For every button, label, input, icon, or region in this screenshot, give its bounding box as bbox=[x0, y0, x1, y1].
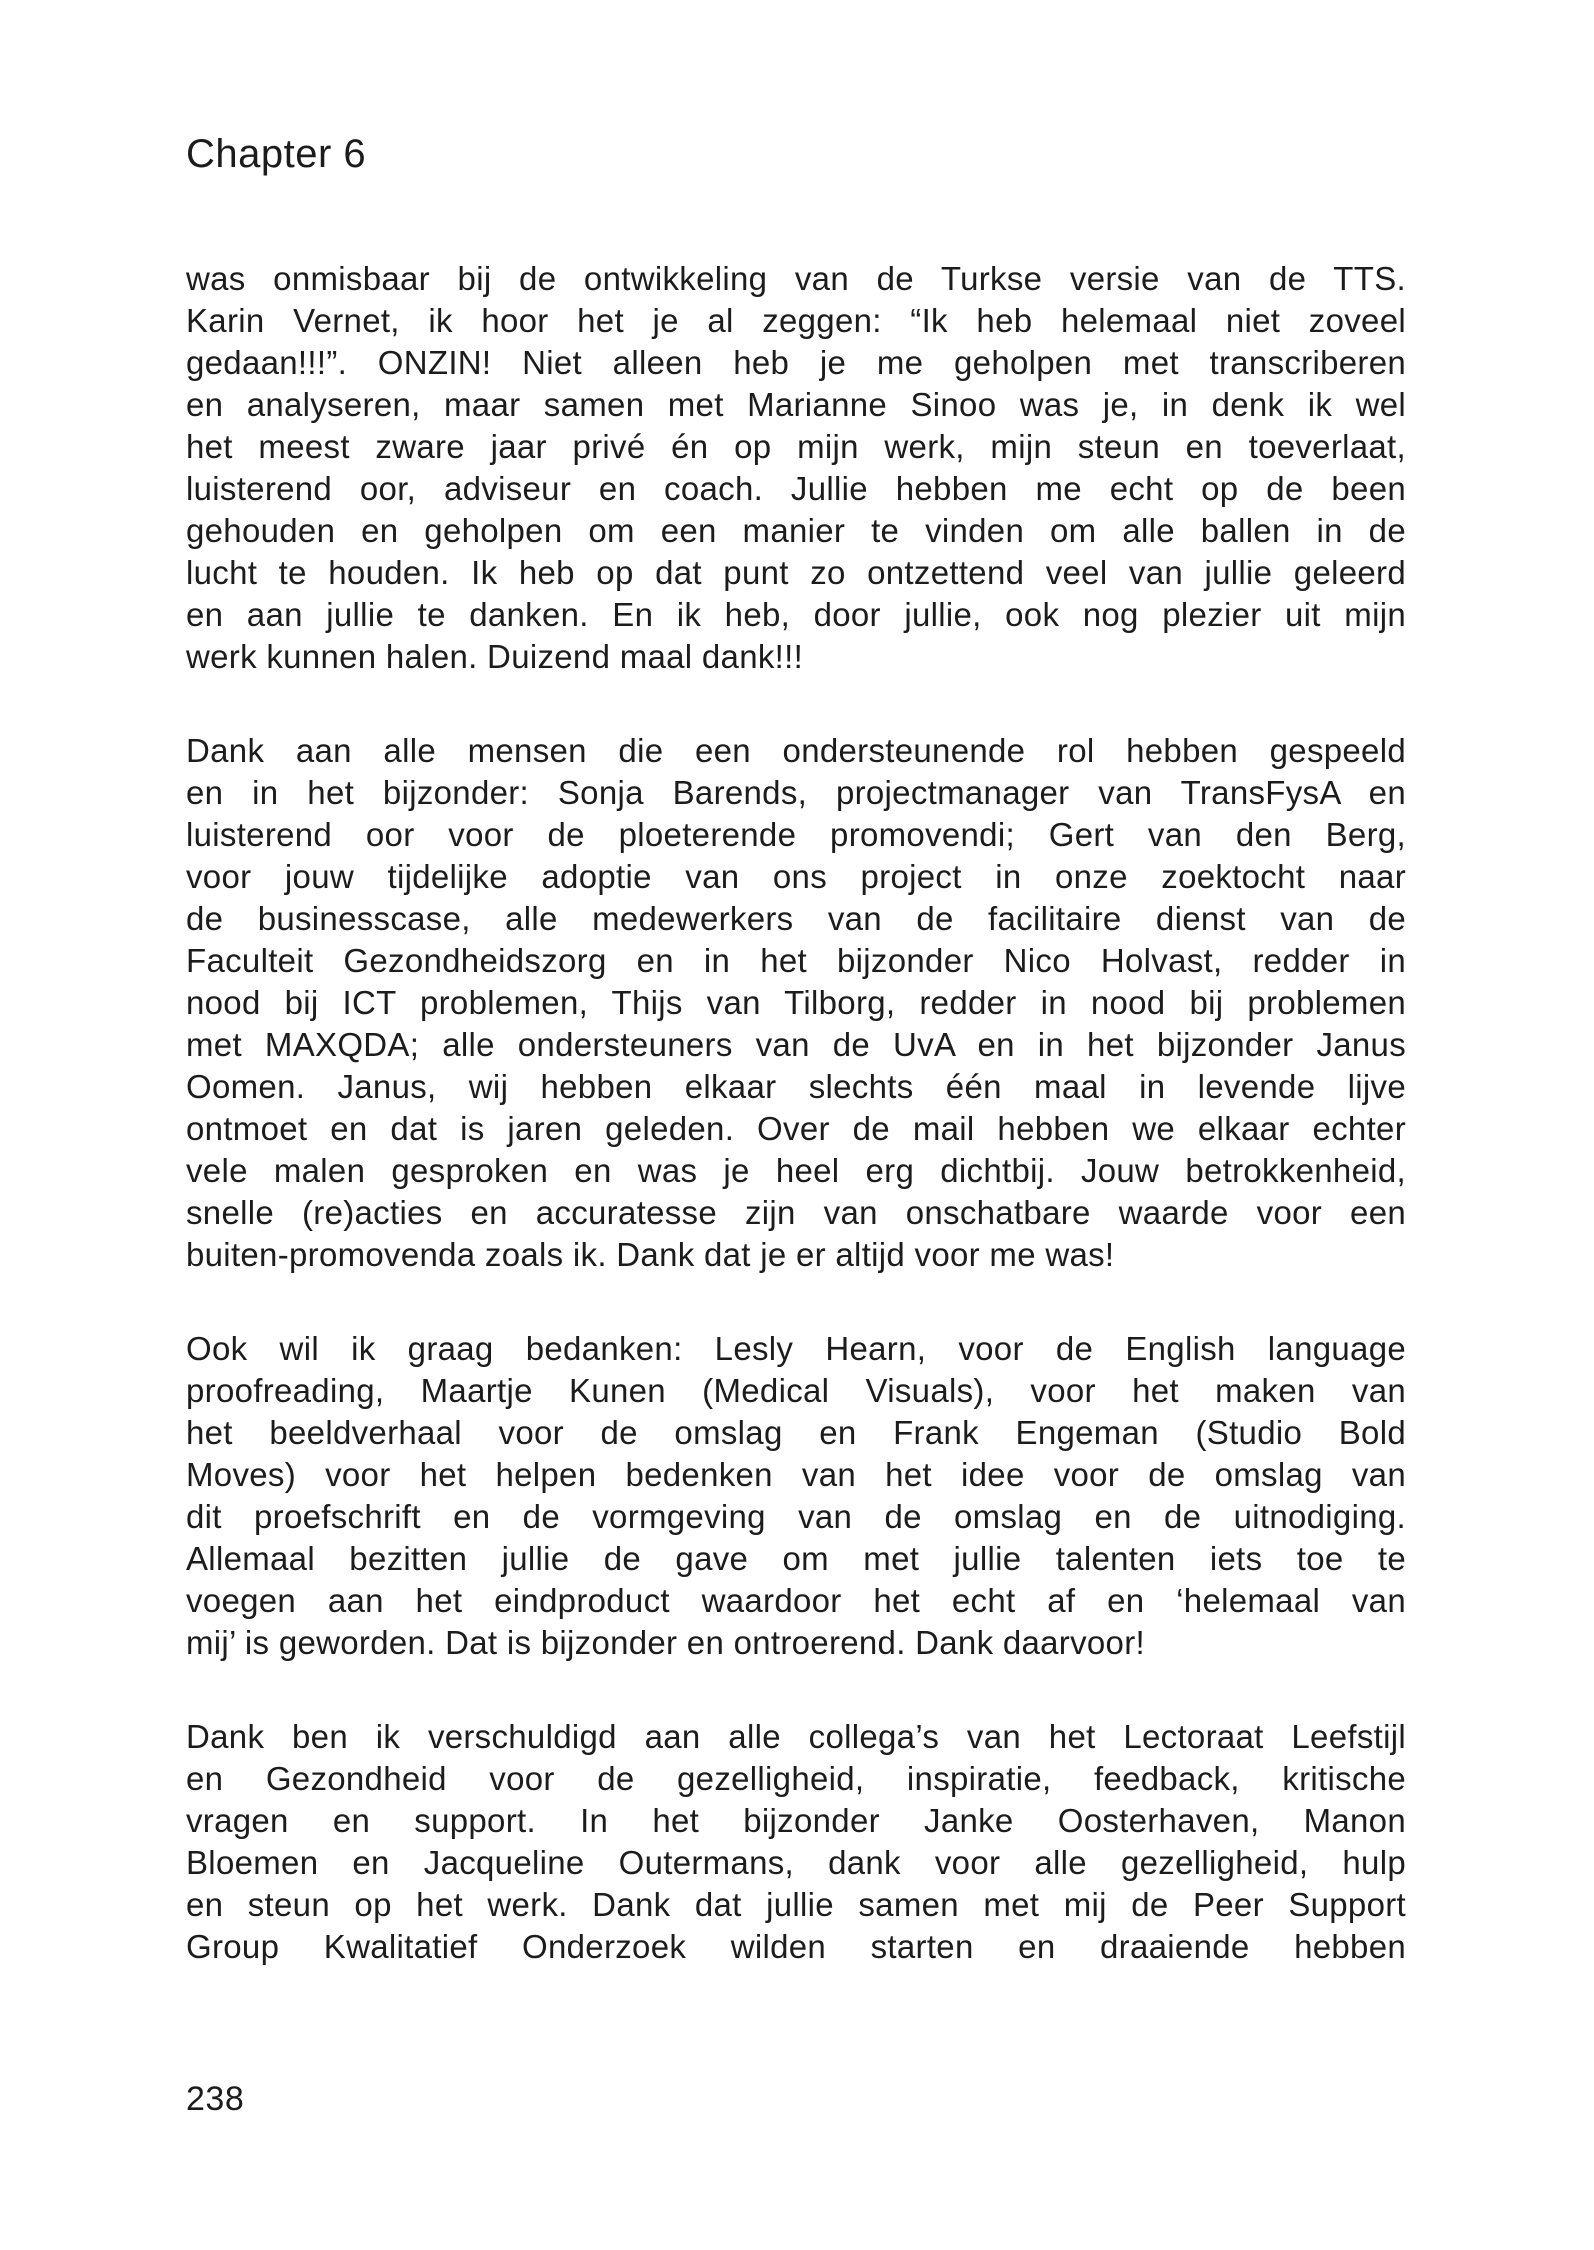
text-line: luisterend oor, adviseur en coach. Jullie hebben me echt op de been bbox=[186, 470, 1406, 507]
paragraph bbox=[186, 1716, 1406, 1968]
text-line: Faculteit Gezondheidszorg en in het bijzonder Nico Holvast, redder in bbox=[186, 942, 1406, 979]
paragraph bbox=[186, 730, 1406, 1276]
text-line: Allemaal bezitten jullie de gave om met jullie talenten iets toe te bbox=[186, 1540, 1406, 1577]
text-line: Oomen. Janus, wij hebben elkaar slechts één maal in levende lijve bbox=[186, 1068, 1406, 1105]
text-line: dit proefschrift en de vormgeving van de omslag en de uitnodiging. bbox=[186, 1498, 1406, 1535]
text-line: voor jouw tijdelijke adoptie van ons project in onze zoektocht naar bbox=[186, 858, 1406, 895]
text-line: en Gezondheid voor de gezelligheid, inspiratie, feedback, kritische bbox=[186, 1760, 1406, 1797]
text-line: het meest zware jaar privé én op mijn werk, mijn steun en toeverlaat, bbox=[186, 428, 1406, 465]
text-line: ontmoet en dat is jaren geleden. Over de mail hebben we elkaar echter bbox=[186, 1110, 1406, 1147]
paragraph bbox=[186, 258, 1406, 678]
text-line: Bloemen en Jacqueline Outermans, dank voor alle gezelligheid, hulp bbox=[186, 1844, 1406, 1881]
text-line: gedaan!!!”. ONZIN! Niet alleen heb je me geholpen met transcriberen bbox=[186, 344, 1406, 381]
text-line: Ook wil ik graag bedanken: Lesly Hearn, voor de English language bbox=[186, 1330, 1406, 1367]
text-line: en analyseren, maar samen met Marianne Sinoo was je, in denk ik wel bbox=[186, 386, 1406, 423]
text-line: lucht te houden. Ik heb op dat punt zo ontzettend veel van jullie geleerd bbox=[186, 554, 1406, 591]
text-line: Dank aan alle mensen die een ondersteunende rol hebben gespeeld bbox=[186, 732, 1406, 769]
text-line: Dank ben ik verschuldigd aan alle collega’s van het Lectoraat Leefstijl bbox=[186, 1718, 1406, 1755]
paragraph bbox=[186, 1328, 1406, 1664]
text-line: proofreading, Maartje Kunen (Medical Visuals), voor het maken van bbox=[186, 1372, 1406, 1409]
text-line: Group Kwalitatief Onderzoek wilden starten en draaiende hebben bbox=[186, 1928, 1406, 1965]
page-number: 238 bbox=[186, 2080, 245, 2118]
text-line: mij’ is geworden. Dat is bijzonder en ontroerend. Dank daarvoor! bbox=[186, 1624, 1145, 1661]
text-line: en aan jullie te danken. En ik heb, door jullie, ook nog plezier uit mijn bbox=[186, 596, 1406, 633]
text-line: vragen en support. In het bijzonder Janke Oosterhaven, Manon bbox=[186, 1802, 1406, 1839]
text-line: en in het bijzonder: Sonja Barends, projectmanager van TransFysA en bbox=[186, 774, 1406, 811]
text-line: de businesscase, alle medewerkers van de facilitaire dienst van de bbox=[186, 900, 1406, 937]
text-line: en steun op het werk. Dank dat jullie samen met mij de Peer Support bbox=[186, 1886, 1406, 1923]
text-line: met MAXQDA; alle ondersteuners van de UvA en in het bijzonder Janus bbox=[186, 1026, 1406, 1063]
text-line: werk kunnen halen. Duizend maal dank!!! bbox=[186, 638, 804, 675]
text-line: snelle (re)acties en accuratesse zijn van onschatbare waarde voor een bbox=[186, 1194, 1406, 1231]
body-text bbox=[186, 258, 1406, 1968]
text-line: gehouden en geholpen om een manier te vinden om alle ballen in de bbox=[186, 512, 1406, 549]
chapter-header: Chapter 6 bbox=[186, 132, 367, 176]
text-line: buiten-promovenda zoals ik. Dank dat je er altijd voor me was! bbox=[186, 1236, 1115, 1273]
text-line: nood bij ICT problemen, Thijs van Tilborg, redder in nood bij problemen bbox=[186, 984, 1406, 1021]
text-line: vele malen gesproken en was je heel erg dichtbij. Jouw betrokkenheid, bbox=[186, 1152, 1406, 1189]
text-line: was onmisbaar bij de ontwikkeling van de Turkse versie van de TTS. bbox=[186, 260, 1406, 297]
text-line: Karin Vernet, ik hoor het je al zeggen: “Ik heb helemaal niet zoveel bbox=[186, 302, 1406, 339]
text-line: luisterend oor voor de ploeterende promovendi; Gert van den Berg, bbox=[186, 816, 1406, 853]
text-line: Moves) voor het helpen bedenken van het idee voor de omslag van bbox=[186, 1456, 1406, 1493]
text-line: voegen aan het eindproduct waardoor het echt af en ‘helemaal van bbox=[186, 1582, 1406, 1619]
text-line: het beeldverhaal voor de omslag en Frank Engeman (Studio Bold bbox=[186, 1414, 1406, 1451]
